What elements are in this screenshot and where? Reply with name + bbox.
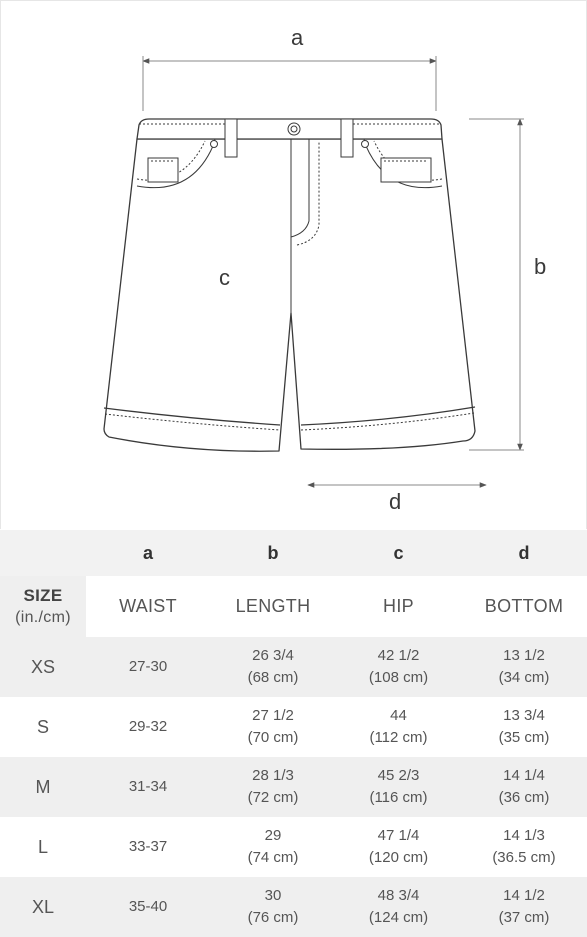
bottom-cell bbox=[461, 697, 587, 757]
length-inch: 27 1/2 bbox=[252, 707, 294, 724]
bottom-cm: (36.5 cm) bbox=[492, 849, 556, 866]
letter-a: a bbox=[142, 542, 153, 563]
waist-cell: 31-34 bbox=[128, 778, 168, 795]
shorts-illustration bbox=[1, 1, 586, 529]
letter-d: d bbox=[518, 542, 530, 563]
header-length: LENGTH bbox=[235, 596, 311, 616]
table-row bbox=[0, 877, 587, 937]
length-inch: 26 3/4 bbox=[252, 647, 294, 664]
length-cm: (68 cm) bbox=[247, 669, 299, 686]
label-d: d bbox=[389, 489, 402, 514]
measure-a-line bbox=[143, 56, 436, 111]
length-cell bbox=[210, 877, 336, 937]
hip-cm: (120 cm) bbox=[368, 849, 429, 866]
hip-inch: 44 bbox=[390, 707, 407, 724]
hip-inch: 47 1/4 bbox=[377, 827, 420, 844]
hip-cm: (108 cm) bbox=[368, 669, 429, 686]
size-header-title: SIZE bbox=[23, 586, 63, 605]
waist-cell: 33-37 bbox=[128, 838, 168, 855]
length-cm: (72 cm) bbox=[247, 789, 299, 806]
length-inch: 28 1/3 bbox=[252, 767, 294, 784]
bottom-inch: 13 3/4 bbox=[503, 707, 545, 724]
header-bottom: BOTTOM bbox=[484, 596, 564, 616]
bottom-cell bbox=[461, 877, 587, 937]
length-cell bbox=[210, 817, 336, 877]
bottom-cell bbox=[461, 637, 587, 697]
bottom-cm: (36 cm) bbox=[498, 789, 550, 806]
hip-inch: 45 2/3 bbox=[377, 767, 420, 784]
waist-cell: 27-30 bbox=[128, 658, 168, 675]
length-inch: 29 bbox=[264, 827, 282, 844]
size-table bbox=[0, 530, 587, 937]
hip-cell bbox=[336, 817, 461, 877]
table-row bbox=[0, 697, 587, 757]
length-cell bbox=[210, 697, 336, 757]
bottom-inch: 13 1/2 bbox=[503, 647, 545, 664]
size-unit-header bbox=[0, 576, 86, 637]
bottom-inch: 14 1/2 bbox=[503, 887, 545, 904]
letter-c: c bbox=[393, 542, 404, 563]
size-cell: XL bbox=[31, 897, 55, 917]
hip-cell bbox=[336, 877, 461, 937]
table-row bbox=[0, 757, 587, 817]
length-cm: (76 cm) bbox=[247, 909, 299, 926]
label-a: a bbox=[291, 25, 304, 50]
hip-cm: (112 cm) bbox=[369, 729, 428, 746]
hip-cm: (116 cm) bbox=[369, 789, 428, 806]
bottom-cm: (35 cm) bbox=[498, 729, 550, 746]
length-inch: 30 bbox=[264, 887, 282, 904]
label-b: b bbox=[534, 254, 547, 279]
measure-name-row bbox=[0, 576, 587, 637]
size-cell: L bbox=[37, 837, 48, 857]
size-cell: XS bbox=[30, 657, 55, 677]
header-hip: HIP bbox=[383, 596, 414, 616]
size-cell: S bbox=[36, 717, 49, 737]
bottom-cell bbox=[461, 817, 587, 877]
hip-inch: 42 1/2 bbox=[377, 647, 420, 664]
letter-b: b bbox=[267, 542, 279, 563]
hip-cm: (124 cm) bbox=[368, 909, 429, 926]
header-waist: WAIST bbox=[119, 596, 177, 616]
length-cm: (74 cm) bbox=[247, 849, 299, 866]
corner-cell bbox=[0, 530, 86, 576]
table-row bbox=[0, 817, 587, 877]
hip-cell bbox=[336, 637, 461, 697]
waist-cell: 35-40 bbox=[128, 898, 168, 915]
bottom-cell bbox=[461, 757, 587, 817]
bottom-inch: 14 1/4 bbox=[503, 767, 545, 784]
length-cm: (70 cm) bbox=[247, 729, 299, 746]
waist-cell: 29-32 bbox=[128, 718, 168, 735]
label-c: c bbox=[219, 265, 230, 290]
size-cell: M bbox=[35, 777, 51, 797]
size-header-unit: (in./cm) bbox=[15, 609, 71, 626]
measure-letter-row bbox=[0, 530, 587, 576]
hip-inch: 48 3/4 bbox=[377, 887, 420, 904]
bottom-cm: (37 cm) bbox=[498, 909, 550, 926]
bottom-cm: (34 cm) bbox=[498, 669, 550, 686]
table-row bbox=[0, 637, 587, 697]
hip-cell bbox=[336, 757, 461, 817]
bottom-inch: 14 1/3 bbox=[503, 827, 545, 844]
length-cell bbox=[210, 637, 336, 697]
measure-b-line bbox=[469, 119, 524, 450]
hip-cell bbox=[336, 697, 461, 757]
length-cell bbox=[210, 757, 336, 817]
